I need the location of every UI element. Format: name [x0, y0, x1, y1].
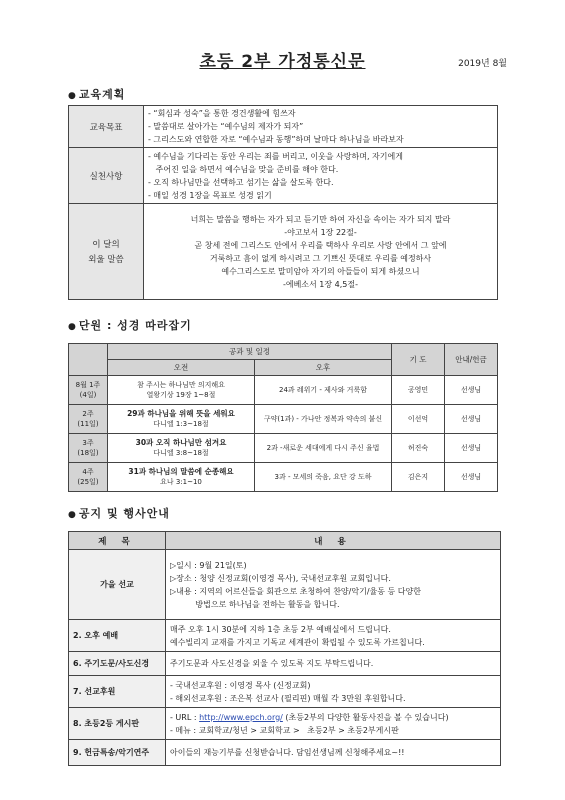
- notice-line: - 메뉴 : 교회학교/청년 > 교회학교 > 초등2부 > 초등2부게시판: [170, 725, 399, 735]
- section-heading-notice: [68, 505, 170, 521]
- verse-reference: -에베소서 1장 4,5절-: [282, 279, 359, 289]
- notice-url-line: [170, 711, 496, 724]
- week-label: 2주: [82, 410, 94, 418]
- pm-header: 오후: [255, 360, 392, 376]
- notice-line: 방법으로 하나님을 전하는 활동을 합니다.: [170, 599, 340, 609]
- guide-cell: 선생님: [445, 405, 498, 434]
- notice-content: [166, 620, 501, 652]
- pm-cell: 24과 레위기 - 제사와 거룩함: [255, 376, 392, 405]
- verse-line: 예수그리스도로 말미암아 자기의 아들들이 되게 하셨으니: [221, 266, 420, 276]
- bullet-icon: ●: [68, 91, 77, 101]
- notice-line: - 국내선교후원 : 이영경 목사 (신정교회): [170, 680, 311, 690]
- section-heading-edu-plan: [68, 86, 125, 102]
- table-row: [69, 740, 501, 766]
- prayer-cell: 허진숙: [392, 434, 445, 463]
- am-scripture: 다니엘 3:8~18절: [153, 449, 209, 457]
- practice-label: 실천사항: [69, 148, 144, 204]
- pm-cell: 3과 - 모세의 죽음, 요단 강 도하: [255, 463, 392, 492]
- notice-content: [166, 550, 501, 620]
- am-cell: [108, 434, 255, 463]
- table-row: [69, 463, 498, 492]
- am-header: 오전: [108, 360, 255, 376]
- verse-line: 거룩하고 흠이 없게 하시려고 그 기쁘신 뜻대로 우리를 예정하사: [209, 253, 432, 263]
- schedule-group-header: 공과 및 일정: [108, 344, 392, 360]
- am-scripture: 요나 3:1~10: [160, 478, 202, 486]
- notice-line: ▷내용 : 지역의 어르신들을 회관으로 초청하여 찬양/악기/율동 등 다양한: [170, 586, 421, 596]
- notice-line: ▷장소 : 청양 신정교회(이영경 목사), 국내선교후원 교회입니다.: [170, 573, 391, 583]
- guide-cell: 선생님: [445, 463, 498, 492]
- week-cell: [69, 376, 108, 405]
- goal-line: - 말씀대로 살아가는 “예수님의 제자가 되자”: [148, 122, 304, 131]
- notice-content: [166, 708, 501, 740]
- notice-content: [166, 740, 501, 766]
- section-heading-unit: [68, 317, 192, 333]
- prayer-header: 기 도: [392, 344, 445, 376]
- table-row: [69, 405, 498, 434]
- verse-label-line2: 외울 말씀: [88, 255, 124, 265]
- table-row: [69, 708, 501, 740]
- practice-line: - 매일 성경 1장을 목표로 성경 읽기: [148, 190, 272, 200]
- notice-title: 9. 헌금특송/악기연주: [69, 740, 166, 766]
- prayer-cell: 김은지: [392, 463, 445, 492]
- bullet-icon: ●: [68, 322, 77, 332]
- notice-line: - 해외선교후원 : 조은복 선교사 (필리핀) 매월 각 3만원 후원합니다.: [170, 693, 406, 703]
- week-label: 3주: [82, 439, 94, 447]
- board-link[interactable]: http://www.epch.org/: [199, 712, 283, 722]
- goal-label: 교육목표: [69, 106, 144, 148]
- url-label: - URL :: [170, 712, 200, 722]
- notice-title: 2. 오후 예배: [69, 620, 166, 652]
- guide-cell: 선생님: [445, 376, 498, 405]
- notice-line: 주기도문과 사도신경을 외울 수 있도록 지도 부탁드립니다.: [170, 659, 374, 668]
- week-cell: [69, 434, 108, 463]
- verse-label: [69, 204, 144, 300]
- am-cell: [108, 405, 255, 434]
- section-heading-text: 공지 및 행사안내: [78, 507, 170, 520]
- notice-title: 7. 선교후원: [69, 676, 166, 708]
- table-row: [69, 550, 501, 620]
- week-header-blank: [69, 344, 108, 376]
- page-title: 초등 2부 가정통신문: [199, 52, 366, 72]
- notice-title: 8. 초등2등 게시판: [69, 708, 166, 740]
- verse-line: 너희는 말씀을 행하는 자가 되고 듣기만 하여 자신을 속이는 자가 되지 말라: [190, 214, 451, 224]
- pm-cell: 구약(1과) - 가나안 정복과 약속의 붙신: [255, 405, 392, 434]
- practice-line: - 오직 하나님만을 선택하고 섬기는 삶을 살도록 한다.: [148, 177, 334, 187]
- am-lesson: 30과 오직 하나님만 섬겨요: [135, 438, 227, 447]
- practice-content: [144, 148, 498, 204]
- am-lesson: 31과 하나님의 말씀에 순종해요: [128, 467, 234, 476]
- table-row: [69, 620, 501, 652]
- week-date: (18일): [77, 449, 99, 457]
- prayer-cell: 이선억: [392, 405, 445, 434]
- section-heading-text: 교육계획: [78, 88, 126, 101]
- am-scripture: 다니엘 1:3~18절: [153, 420, 209, 428]
- prayer-cell: 공영민: [392, 376, 445, 405]
- goal-line: - “회심과 성숙”을 통한 경건생활에 힘쓰자: [148, 109, 296, 118]
- am-cell: [108, 376, 255, 405]
- bullet-icon: ●: [68, 510, 77, 520]
- guide-header: 안내/헌금: [445, 344, 498, 376]
- am-lesson: 참 주시는 하나님만 의지해요: [137, 381, 225, 389]
- verse-label-line1: 이 달의: [92, 240, 120, 250]
- week-date: (4일): [79, 391, 97, 399]
- notice-title: 6. 주기도문/사도신경: [69, 652, 166, 676]
- notice-line: 매주 오후 1시 30분에 지하 1층 초등 2부 예배실에서 드립니다.: [170, 624, 391, 634]
- week-cell: [69, 405, 108, 434]
- content-column-header: 내 용: [166, 532, 501, 550]
- table-row: [69, 676, 501, 708]
- practice-line: - 예수님을 기다리는 동안 우리는 죄를 버리고, 이웃을 사랑하며, 자기에게: [148, 151, 403, 161]
- notice-content: [166, 652, 501, 676]
- verse-line: 곧 창세 전에 그리스도 안에서 우리를 택하사 우리로 사랑 안에서 그 앞에: [194, 240, 447, 250]
- week-label: 4주: [82, 468, 94, 476]
- am-cell: [108, 463, 255, 492]
- verse-reference: -야고보서 1장 22절-: [284, 227, 357, 237]
- pm-cell: 2과 -새로운 세대에게 다시 주신 율법: [255, 434, 392, 463]
- verse-content: [144, 204, 498, 300]
- goal-line: - 그리스도와 연합한 자로 “예수님과 동행”하며 날마다 하나님을 바라보자: [148, 135, 404, 144]
- table-row: [69, 652, 501, 676]
- table-row: [69, 434, 498, 463]
- week-date: (11일): [77, 420, 99, 428]
- am-scripture: 열왕기상 19장 1~8절: [146, 391, 216, 399]
- practice-line: 주어진 일을 하면서 예수님을 맞을 준비를 해야 한다.: [148, 164, 339, 174]
- notice-table: [68, 531, 501, 766]
- notice-line: 아이들의 재능기부를 신청받습니다. 담임선생님께 신청해주세요~!!: [170, 748, 405, 757]
- guide-cell: 선생님: [445, 434, 498, 463]
- section-heading-text: 단원 : 성경 따라잡기: [78, 319, 192, 332]
- edu-plan-table: [68, 105, 498, 300]
- title-column-header: 제 목: [69, 532, 166, 550]
- notice-line: 예수빌리지 교재를 가지고 기독교 세계관이 확립될 수 있도록 가르칩니다.: [170, 637, 425, 647]
- table-row: [69, 376, 498, 405]
- week-label: 8월 1주: [75, 381, 101, 389]
- notice-content: [166, 676, 501, 708]
- week-cell: [69, 463, 108, 492]
- week-date: (25일): [77, 478, 99, 486]
- url-description: (초등2부의 다양한 활동사진을 볼 수 있습니다): [282, 712, 449, 722]
- am-lesson: 29과 하나님을 위해 뜻을 세워요: [127, 409, 235, 418]
- goal-content: [144, 106, 498, 148]
- notice-title: 가을 선교: [69, 550, 166, 620]
- schedule-table: [68, 343, 498, 492]
- issue-date: 2019년 8월: [458, 59, 507, 69]
- notice-line: ▷일시 : 9월 21일(토): [170, 560, 247, 570]
